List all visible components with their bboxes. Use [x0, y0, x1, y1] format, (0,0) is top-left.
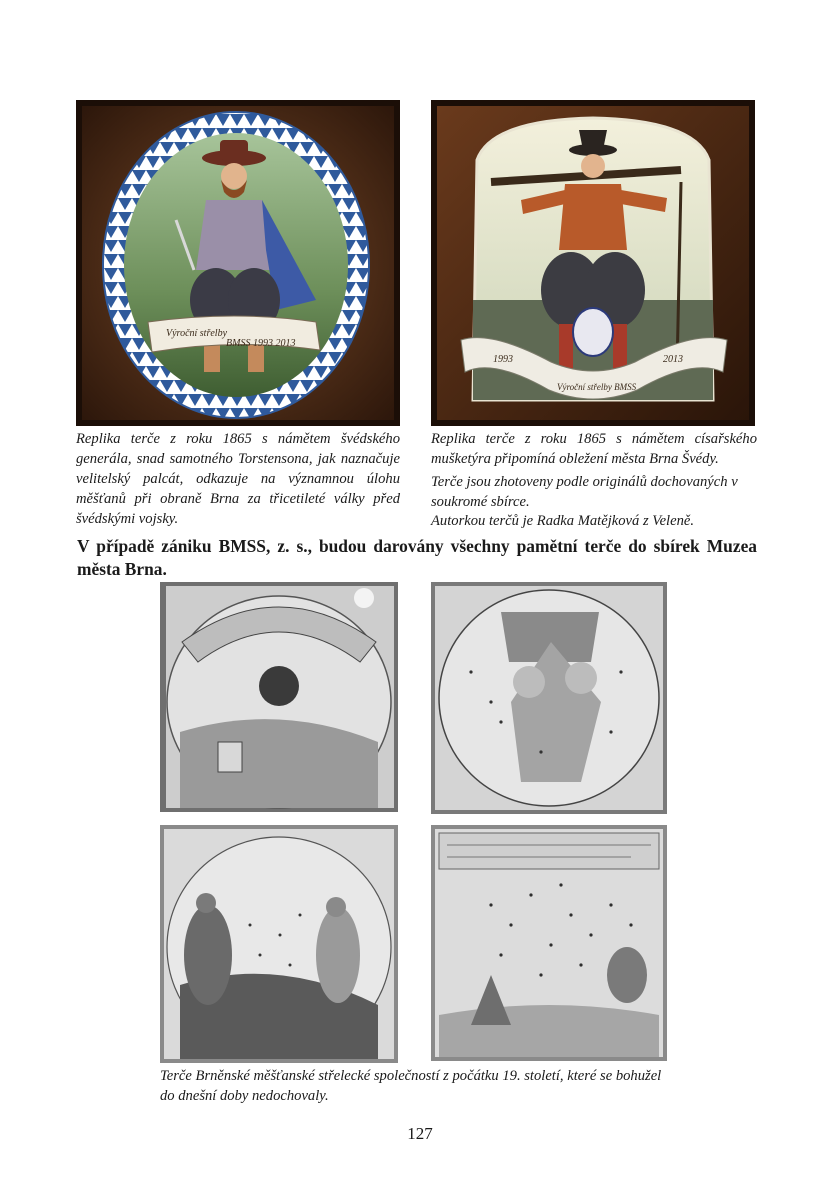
historic-target-1-photo [160, 582, 398, 812]
caption-author: Autorkou terčů je Radka Matějková z Veleně. [431, 513, 695, 529]
target-imperial-musketeer-photo [431, 100, 755, 426]
banner-text: Výroční střelby BMSS [557, 382, 637, 392]
historic-target-2-photo [431, 582, 667, 814]
historic-target-3-photo [160, 825, 398, 1063]
caption-original-source: Terče jsou zhotoveny podle originálů dochovaných v soukromé sbírce. [431, 474, 738, 510]
page-number: 127 [407, 1124, 433, 1143]
target-swedish-general-photo [76, 100, 400, 426]
banner-text: Výroční střelby [166, 328, 228, 339]
historic-target-4-photo [431, 825, 667, 1061]
caption-historic-targets: Terče Brněnské měšťanské střelecké společností z počátku 19. století, které se bohužel do dnešní doby nedochovaly. [160, 1068, 662, 1104]
donation-notice: V případě zániku BMSS, z. s., budou darovány všechny pamětní terče do sbírek Muzea města Brna. [77, 536, 757, 579]
caption-swedish-general: Replika terče z roku 1865 s námětem švédského generála, snad samotného Torstensona, jak naznačuje velitelský palcát, odkazuje na významnou úlohu měšťanů při obraně Brna za třicetileté války před švédskými vojsky. [76, 431, 400, 527]
banner-year-right: 2013 [663, 354, 683, 365]
banner-years: BMSS 1993 2013 [226, 338, 296, 349]
banner-year-left: 1993 [493, 354, 513, 365]
caption-imperial-musketeer: Replika terče z roku 1865 s námětem císařského mušketýra připomíná obležení města Brna Švédy. [431, 431, 757, 467]
